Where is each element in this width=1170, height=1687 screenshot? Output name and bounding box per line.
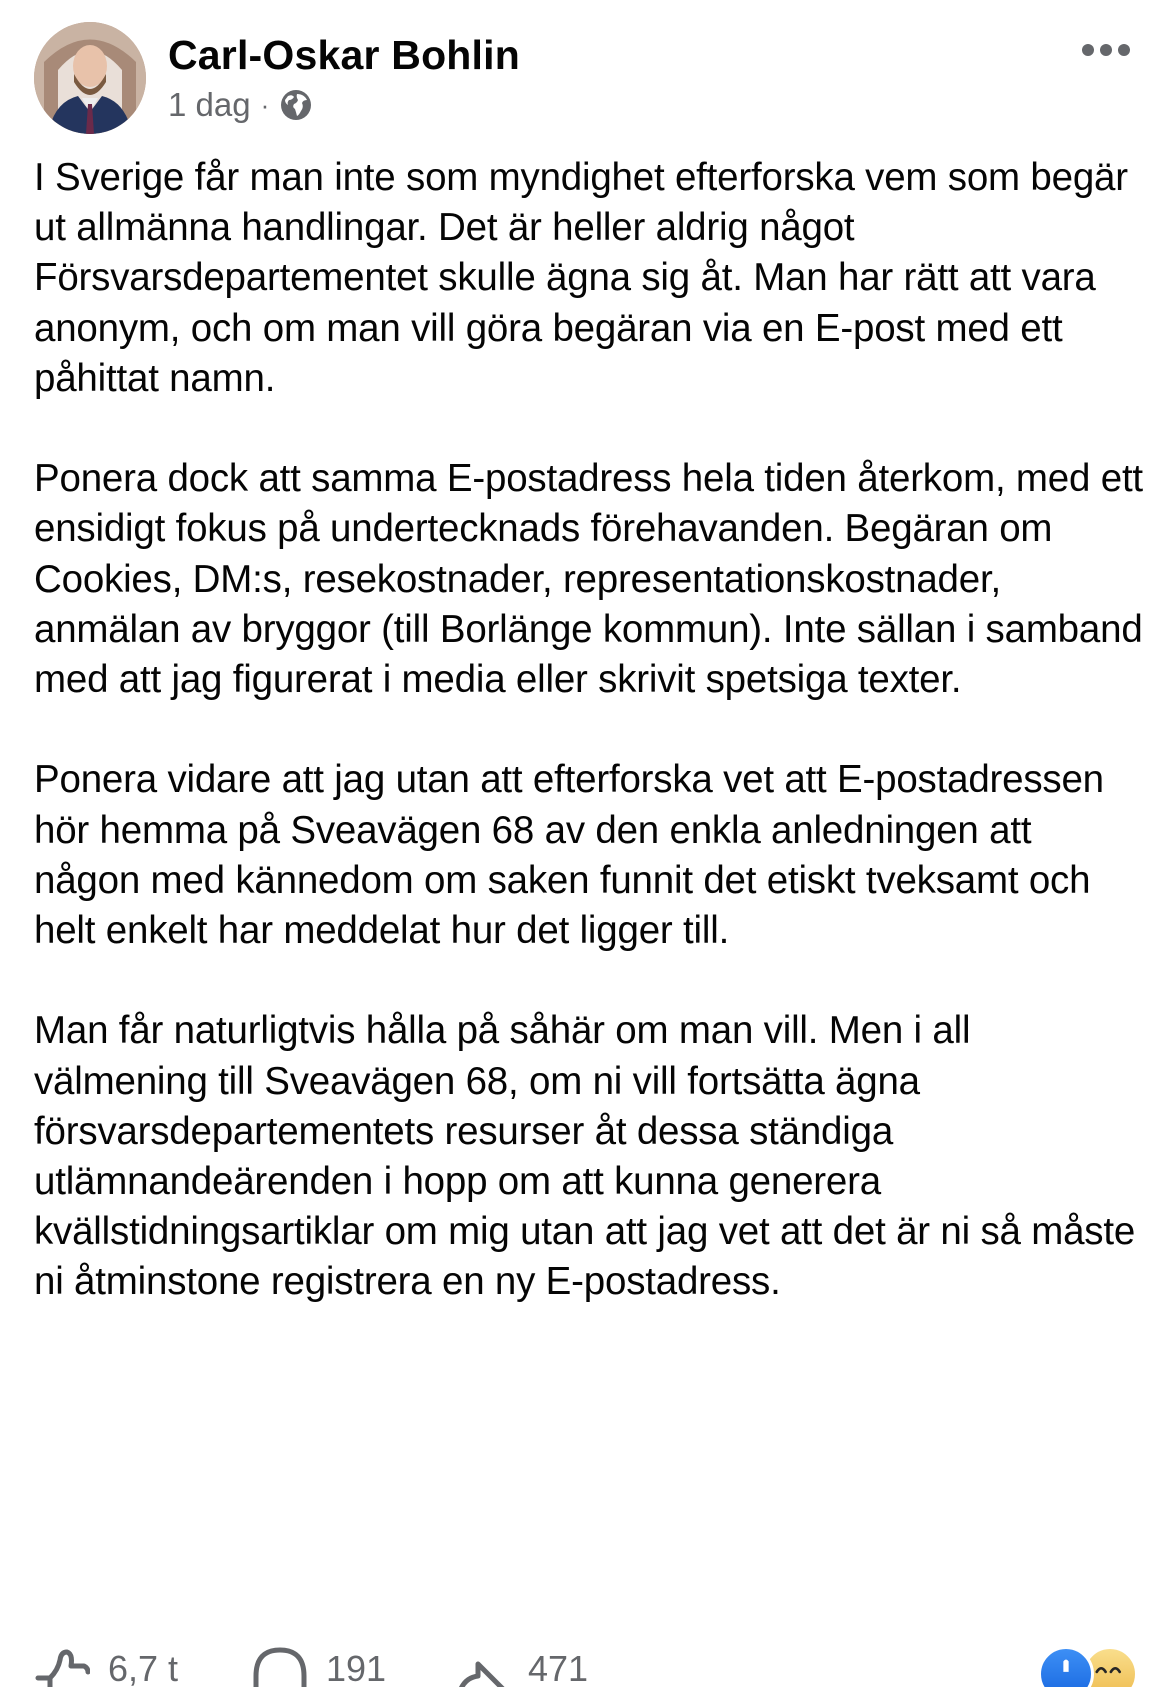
avatar-photo xyxy=(34,22,146,134)
avatar[interactable] xyxy=(34,22,146,134)
post-timestamp[interactable]: 1 dag xyxy=(168,86,251,123)
more-horizontal-icon xyxy=(1082,44,1094,56)
comment-button[interactable] xyxy=(252,1638,386,1687)
more-dot xyxy=(1100,44,1112,56)
more-options-button[interactable] xyxy=(1074,36,1138,64)
like-button[interactable] xyxy=(34,1638,178,1687)
author-name[interactable]: Carl-Oskar Bohlin xyxy=(168,32,520,78)
meta-separator: · xyxy=(260,89,270,120)
post-body xyxy=(34,153,1144,1358)
like-count: 6,7 t xyxy=(108,1648,179,1687)
post-meta xyxy=(168,86,313,124)
like-reaction-icon xyxy=(1038,1646,1094,1687)
share-count: 471 xyxy=(528,1648,589,1687)
post-paragraph: Ponera dock att samma E-postadress hela tiden återkom, med ett ensidigt fokus på undertecknads förehavanden. Begäran om Cookies, DM:s, resekostnader, representationskostnader, anmälan av bryggor (till Borlänge kommun). Inte sällan i samband med att jag figurerat i media eller skrivit spetsiga texter. xyxy=(34,457,1143,702)
share-icon xyxy=(454,1638,510,1687)
comment-count: 191 xyxy=(326,1648,387,1687)
thumbs-up-icon xyxy=(34,1638,90,1687)
post-paragraph: Man får naturligtvis hålla på såhär om man vill. Men i all välmening till Sveavägen 68, om ni vill fortsätta ägna försvarsdepartementets resurser åt dessa ständiga utlämnandeärenden i hopp om att kunna generera kvällstidningsartiklar om mig utan att jag vet att det är ni så måste ni åtminstone registrera en ny E-postadress. xyxy=(34,1009,1136,1304)
more-dot xyxy=(1118,44,1130,56)
reaction-summary[interactable] xyxy=(1038,1646,1138,1687)
post-actions xyxy=(34,1630,1144,1687)
comment-icon xyxy=(252,1638,308,1687)
post-paragraph: I Sverige får man inte som myndighet efterforska vem som begär ut allmänna handlingar. Det är heller aldrig något Försvarsdepartementet skulle ägna sig åt. Man har rätt att vara anonym, och om man vill göra begäran via en E-post med ett påhittat namn. xyxy=(34,156,1128,400)
post-header xyxy=(34,14,1144,144)
share-button[interactable] xyxy=(454,1638,588,1687)
post-paragraph: Ponera vidare att jag utan att efterforska vet att E-postadressen hör hemma på Sveavägen 68 av den enkla anledningen att någon med kännedom om saken funnit det etiskt tveksamt och helt enkelt har meddelat hur det ligger till. xyxy=(34,758,1104,953)
globe-icon xyxy=(279,88,313,122)
